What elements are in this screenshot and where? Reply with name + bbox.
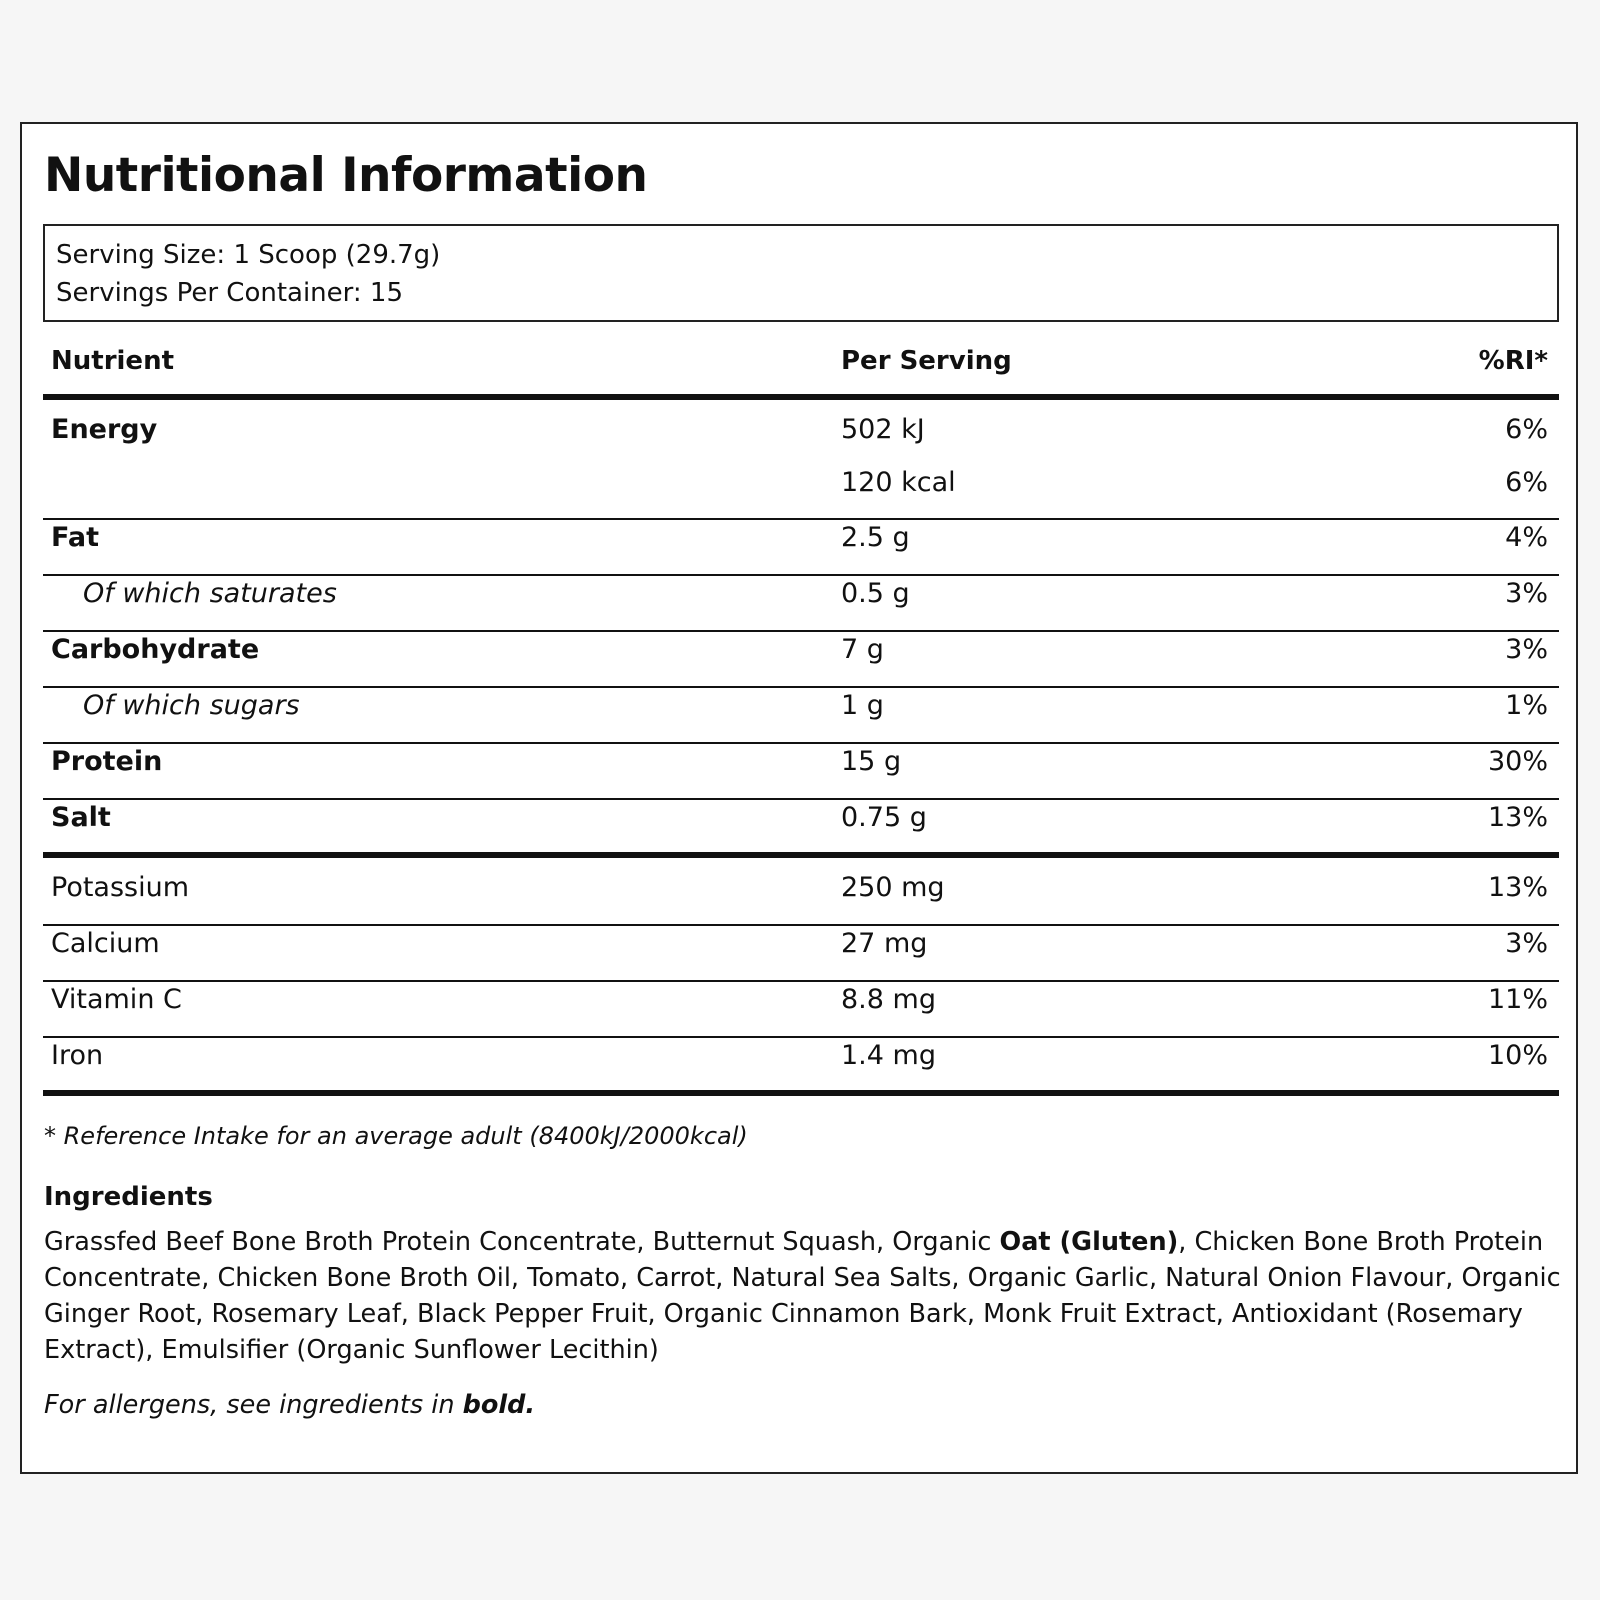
nutrient-name: Fat <box>51 522 99 553</box>
row-divider <box>43 798 1559 800</box>
nutrient-name: Calcium <box>51 928 160 959</box>
nutrient-name: Of which sugars <box>83 690 300 721</box>
allergen-note-bold: bold. <box>462 1390 536 1420</box>
nutrient-ri: 6% <box>1505 414 1548 445</box>
nutrient-ri: 1% <box>1505 690 1548 721</box>
nutrient-ri: 13% <box>1487 802 1548 833</box>
row-divider <box>43 980 1559 982</box>
row-divider <box>43 1036 1559 1038</box>
nutrient-value: 8.8 mg <box>841 984 936 1015</box>
ingredients-text <box>44 1224 1564 1368</box>
nutrition-panel <box>20 122 1578 1474</box>
row-divider <box>43 574 1559 576</box>
row-divider <box>43 518 1559 520</box>
header-nutrient: Nutrient <box>51 346 175 376</box>
ingredients-part: Grassfed Beef Bone Broth Protein Concentrate, Butternut Squash, Organic <box>44 1227 1000 1257</box>
serving-size: Serving Size: 1 Scoop (29.7g) <box>56 240 441 270</box>
nutrient-ri: 6% <box>1505 467 1548 498</box>
nutrient-value: 1 g <box>841 690 884 721</box>
nutrient-name: Iron <box>51 1040 104 1071</box>
section-divider <box>43 852 1559 858</box>
header-ri: %RI* <box>1478 346 1548 376</box>
table-bottom-divider <box>43 1090 1559 1096</box>
nutrient-value: 250 mg <box>841 872 945 903</box>
nutrient-name: Salt <box>51 802 111 833</box>
header-divider <box>43 394 1559 400</box>
nutrient-value: 7 g <box>841 634 884 665</box>
nutrient-name: Potassium <box>51 872 190 903</box>
row-divider <box>43 924 1559 926</box>
ingredients-heading: Ingredients <box>44 1182 213 1212</box>
row-divider <box>43 630 1559 632</box>
nutrient-ri: 11% <box>1487 984 1548 1015</box>
page-title: Nutritional Information <box>44 148 648 203</box>
row-divider <box>43 686 1559 688</box>
serving-info-box <box>43 224 1559 322</box>
servings-per-container: Servings Per Container: 15 <box>56 278 404 308</box>
nutrient-ri: 4% <box>1505 522 1548 553</box>
nutrient-ri: 10% <box>1487 1040 1548 1071</box>
allergen-note-text: For allergens, see ingredients in <box>44 1390 463 1420</box>
allergen-ingredient: Oat (Gluten) <box>999 1227 1179 1257</box>
nutrient-value: 120 kcal <box>841 467 956 498</box>
header-per-serving: Per Serving <box>841 346 1012 376</box>
nutrient-name: Carbohydrate <box>51 634 260 665</box>
nutrient-ri: 3% <box>1505 634 1548 665</box>
nutrient-name: Protein <box>51 746 163 777</box>
nutrient-name: Vitamin C <box>51 984 182 1015</box>
nutrient-value: 0.75 g <box>841 802 927 833</box>
nutrient-name: Energy <box>51 414 158 445</box>
nutrient-ri: 3% <box>1505 928 1548 959</box>
ingredients-part: , Chicken Bone Broth Protein Concentrate, Chicken Bone Broth Oil, Tomato, Carrot, Natural Sea Salts, Organic Garlic, Natural Onion Flavour, Organic Ginger Root, Rosemary Leaf, Black Pepper Fruit, Organic Cinnamon Bark, Monk Fruit Extract, Antioxidant (Rosemary Extract), Emulsifier (Organic Sunflower Lecithin) <box>44 1227 1561 1365</box>
nutrient-value: 0.5 g <box>841 578 910 609</box>
nutrient-name: Of which saturates <box>83 578 337 609</box>
nutrient-value: 2.5 g <box>841 522 910 553</box>
row-divider <box>43 742 1559 744</box>
nutrient-value: 27 mg <box>841 928 928 959</box>
nutrient-ri: 3% <box>1505 578 1548 609</box>
nutrient-value: 502 kJ <box>841 414 925 445</box>
allergen-note <box>44 1390 535 1420</box>
nutrient-ri: 13% <box>1487 872 1548 903</box>
ri-footnote: * Reference Intake for an average adult (8400kJ/2000kcal) <box>44 1122 748 1150</box>
nutrient-value: 1.4 mg <box>841 1040 936 1071</box>
nutrient-ri: 30% <box>1487 746 1548 777</box>
nutrient-value: 15 g <box>841 746 902 777</box>
